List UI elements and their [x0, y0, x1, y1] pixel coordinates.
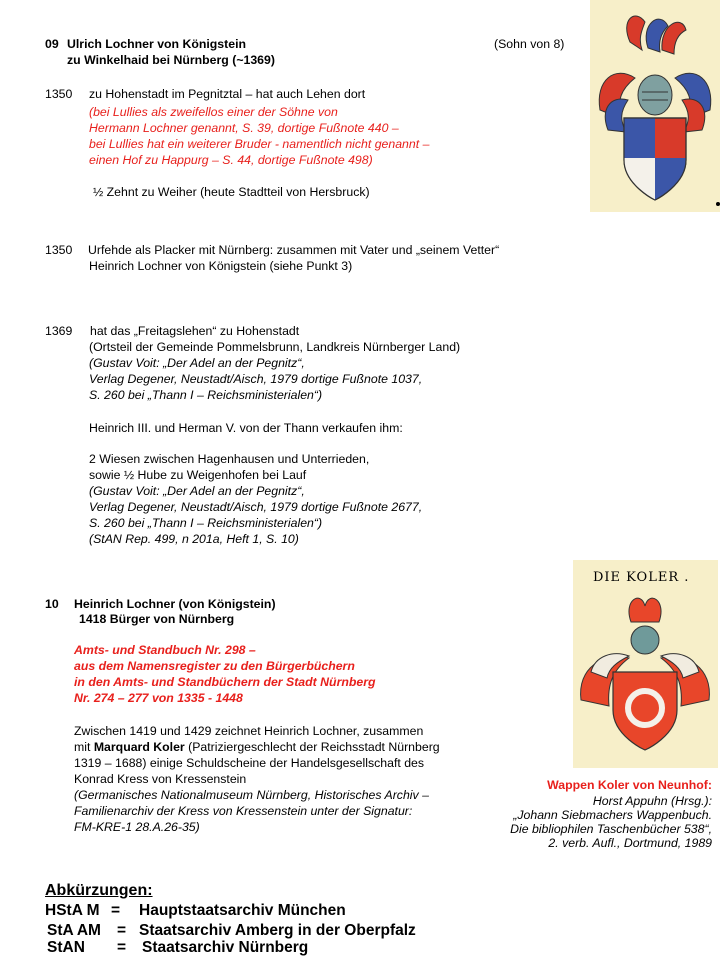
entry09-e3-sale-cite-3: (StAN Rep. 499, n 201a, Heft 1, S. 10) — [89, 532, 299, 546]
entry09-name-line2: zu Winkelhaid bei Nürnberg (~1369) — [67, 53, 275, 67]
entry09-e1-extra: ½ Zehnt zu Weiher (heute Stadtteil von Hersbruck) — [93, 185, 370, 199]
entry09-e3-line-0: (Ortsteil der Gemeinde Pommelsbrunn, Landkreis Nürnberger Land) — [89, 340, 461, 354]
entry10-cite-2: FM-KRE-1 28.A.26-35) — [74, 820, 200, 834]
entry10-red-0: Amts- und Standbuch Nr. 298 – — [74, 643, 256, 657]
entry09-e1-red-3: einen Hof zu Happurg – S. 44, dortige Fußnote 498) — [89, 153, 373, 167]
entry10-red-1: aus dem Namensregister zu den Bürgerbüchern — [74, 659, 355, 673]
entry09-e1-red-2: bei Lullies hat ein weiterer Bruder - namentlich nicht genannt – — [89, 137, 430, 151]
entry10-name: Heinrich Lochner (von Königstein) — [74, 597, 276, 611]
entry09-e2-year: 1350 — [45, 243, 73, 257]
entry10-p3: 1319 – 1688) einige Schuldscheine der Handelsgesellschaft des — [74, 756, 425, 770]
abbr-2-full: Staatsarchiv Nürnberg — [142, 939, 309, 956]
koler-crest-label: DIE KOLER . — [593, 570, 690, 585]
abbr-0-short: HStA M — [45, 902, 100, 919]
koler-caption-line-0: Horst Appuhn (Hrsg.): — [592, 794, 712, 808]
marquard-koler-name: Marquard Koler — [93, 740, 185, 754]
entry09-e1-text: zu Hohenstadt im Pegnitztal – hat auch Lehen dort — [89, 87, 366, 101]
entry09-name: Ulrich Lochner von Königstein — [67, 37, 247, 51]
entry09-number: 09 — [45, 37, 59, 51]
entry09-e3-text: hat das „Freitagslehen“ zu Hohenstadt — [90, 324, 300, 338]
entry09-e3-cite-2: S. 260 bei „Thann I – Reichsministerialen“) — [89, 388, 323, 402]
entry09-e1-red-0: (bei Lullies als zweifellos einer der Söhne von — [89, 105, 338, 119]
koler-caption-line-1: „Johann Siebmachers Wappenbuch. — [513, 808, 712, 822]
entry10-red-3: Nr. 274 – 277 von 1335 - 1448 — [74, 691, 243, 705]
entry09-e2-text: Urfehde als Placker mit Nürnberg: zusammen mit Vater und „seinem Vetter“ — [88, 243, 500, 257]
koler-caption-line-3: 2. verb. Aufl., Dortmund, 1989 — [548, 836, 712, 850]
entry09-e3-sale-cite-2: S. 260 bei „Thann I – Reichsministerialen“) — [89, 516, 323, 530]
entry09-e2-text2: Heinrich Lochner von Königstein (siehe Punkt 3) — [89, 259, 353, 273]
koler-caption-line-2: Die bibliophilen Taschenbücher 538“, — [510, 822, 712, 836]
entry09-e1-year: 1350 — [45, 87, 73, 101]
entry09-e3-sale-line-0: 2 Wiesen zwischen Hagenhausen und Unterrieden, — [89, 452, 370, 466]
koler-coat-of-arms — [573, 560, 718, 768]
abbr-1-full: Staatsarchiv Amberg in der Oberpfalz — [139, 922, 416, 939]
entry09-relation: (Sohn von 8) — [494, 37, 565, 51]
entry09-e3-year: 1369 — [45, 324, 73, 338]
entry09-e3-sale-cite-1: Verlag Degener, Neustadt/Aisch, 1979 dortige Fußnote 2677, — [89, 500, 423, 514]
entry09-e3-cite-0: (Gustav Voit: „Der Adel an der Pegnitz“, — [89, 356, 305, 370]
abbr-0-full: Hauptstaatsarchiv München — [139, 902, 346, 919]
abbr-2-eq: = — [117, 939, 127, 956]
entry10-p2: mit Marquard Koler (Patriziergeschlecht der Reichsstadt Nürnberg — [74, 740, 440, 754]
abbr-0-eq: = — [111, 902, 121, 919]
abbr-1-short: StA AM — [47, 922, 101, 939]
entry10-p4: Konrad Kress von Kressenstein — [74, 772, 247, 786]
lochner-coat-of-arms — [590, 0, 720, 212]
entry09-e1-red-1: Hermann Lochner genannt, S. 39, dortige Fußnote 440 – — [89, 121, 399, 135]
entry10-cite-0: (Germanisches Nationalmuseum Nürnberg, Historisches Archiv – — [74, 788, 429, 802]
decorative-dot — [716, 202, 720, 206]
abbreviations-heading: Abkürzungen: — [45, 882, 153, 899]
koler-caption-title: Wappen Koler von Neunhof: — [547, 778, 712, 792]
entry09-e3-cite-1: Verlag Degener, Neustadt/Aisch, 1979 dortige Fußnote 1037, — [89, 372, 423, 386]
entry10-number: 10 — [45, 597, 59, 611]
abbr-1-eq: = — [117, 922, 127, 939]
entry10-p1: Zwischen 1419 und 1429 zeichnet Heinrich Lochner, zusammen — [74, 724, 424, 738]
entry10-name-line2: 1418 Bürger von Nürnberg — [79, 612, 235, 626]
entry09-e3-sale-line-1: sowie ½ Hube zu Weigenhofen bei Lauf — [89, 468, 307, 482]
entry09-e3-sale: Heinrich III. und Herman V. von der Thann verkaufen ihm: — [89, 421, 403, 435]
entry10-red-2: in den Amts- und Standbüchern der Stadt Nürnberg — [74, 675, 376, 689]
entry10-cite-1: Familienarchiv der Kress von Kressenstein unter der Signatur: — [74, 804, 413, 818]
abbr-2-short: StAN — [47, 939, 85, 956]
entry09-e3-sale-cite-0: (Gustav Voit: „Der Adel an der Pegnitz“, — [89, 484, 305, 498]
